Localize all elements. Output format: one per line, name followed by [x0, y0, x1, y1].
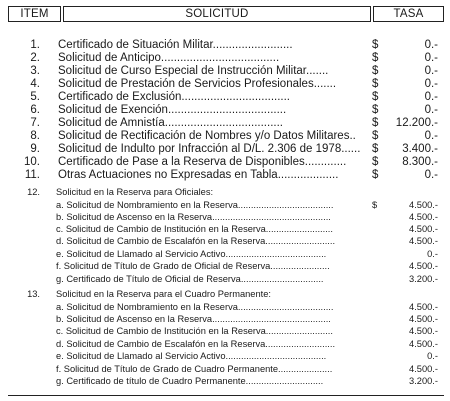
sub-fee-row	[0, 212, 450, 223]
section-number: 13.	[27, 289, 40, 299]
item-label: Certificado de Situación Militar.........................	[58, 39, 293, 51]
sub-item-amount: 4.500.-	[409, 212, 438, 222]
fee-row	[0, 169, 450, 182]
sub-fee-row	[0, 224, 450, 235]
item-number: 3.	[30, 65, 40, 77]
item-label: Otras Actuaciones no Expresadas en Tabla...................	[58, 169, 339, 181]
fee-row	[0, 130, 450, 143]
item-label: Certificado de Exclusión..................................	[58, 91, 290, 103]
sub-fee-row	[0, 302, 450, 313]
header-solicitud: SOLICITUD	[63, 6, 371, 22]
sub-item-label: e. Solicitud de Llamado al Servicio Activo.......................................	[56, 351, 327, 361]
sub-item-label: g. Certificado de Título de Oficial de Reserva................................	[56, 274, 324, 284]
fee-row	[0, 156, 450, 169]
item-amount: 0.-	[424, 91, 438, 103]
sub-item-label: b. Solicitud de Ascenso en la Reserva..............................................	[56, 212, 331, 222]
fee-row	[0, 52, 450, 65]
sub-fee-row	[0, 314, 450, 325]
item-number: 9.	[30, 143, 40, 155]
sub-item-amount: 4.500.-	[409, 314, 438, 324]
fee-row	[0, 78, 450, 91]
header-tasa: TASA	[373, 6, 444, 22]
item-number: 5.	[30, 91, 40, 103]
item-amount: 0.-	[424, 104, 438, 116]
sub-item-label: d. Solicitud de Cambio de Escalafón en la Reserva...........................	[56, 236, 336, 246]
currency-symbol: $	[372, 91, 379, 103]
sub-fee-row	[0, 274, 450, 285]
section-title: Solicitud en la Reserva para Oficiales:	[56, 187, 214, 197]
sub-item-label: f. Solicitud de Título de Grado de Oficial de Reserva.......................	[56, 261, 330, 271]
currency-symbol: $	[372, 104, 379, 116]
sub-item-label: c. Solicitud de Cambio de Institución en la Reserva..........................	[56, 224, 333, 234]
sub-item-amount: 4.500.-	[409, 339, 438, 349]
sub-item-label: a. Solicitud de Nombramiento en la Reserva.....................................	[56, 302, 334, 312]
sub-item-label: a. Solicitud de Nombramiento en la Reserva.....................................	[56, 200, 334, 210]
item-label: Solicitud de Exención.....................................	[58, 104, 287, 116]
item-label: Solicitud de Curso Especial de Instrucción Militar.......	[58, 65, 329, 77]
currency-symbol: $	[372, 169, 379, 181]
fee-row	[0, 91, 450, 104]
item-number: 10.	[24, 156, 40, 168]
fee-row	[0, 65, 450, 78]
sub-item-amount: 0.-	[427, 249, 438, 259]
item-label: Solicitud de Prestación de Servicios Profesionales.......	[58, 78, 337, 90]
currency-symbol: $	[372, 39, 379, 51]
section-13-heading	[0, 289, 450, 300]
item-number: 6.	[30, 104, 40, 116]
currency-symbol: $	[372, 117, 379, 129]
fee-row	[0, 143, 450, 156]
sub-item-amount: 4.500.-	[409, 236, 438, 246]
item-label: Solicitud de Rectificación de Nombres y/o Datos Militares..	[58, 130, 356, 142]
item-amount: 3.400.-	[402, 143, 438, 155]
sub-item-amount: 4.500.-	[409, 200, 438, 210]
sub-fee-row	[0, 249, 450, 260]
currency-symbol: $	[372, 156, 379, 168]
item-amount: 0.-	[424, 39, 438, 51]
sub-item-label: b. Solicitud de Ascenso en la Reserva..............................................	[56, 314, 331, 324]
sub-item-label: d. Solicitud de Cambio de Escalafón en la Reserva...........................	[56, 339, 336, 349]
item-label: Certificado de Pase a la Reserva de Disponibles.............	[58, 156, 347, 168]
sub-item-amount: 4.500.-	[409, 326, 438, 336]
sub-fee-row	[0, 339, 450, 350]
sub-item-label: g. Certificado de título de Cuadro Permanente..............................	[56, 376, 324, 386]
currency-symbol: $	[372, 65, 379, 77]
table-header	[8, 6, 444, 22]
header-item: ITEM	[8, 6, 61, 22]
currency-symbol: $	[372, 78, 379, 90]
section-number: 12.	[27, 187, 40, 197]
sub-item-amount: 3.200.-	[409, 274, 438, 284]
bottom-divider	[8, 395, 444, 396]
item-number: 8.	[30, 130, 40, 142]
item-number: 2.	[30, 52, 40, 64]
item-amount: 0.-	[424, 169, 438, 181]
item-amount: 0.-	[424, 52, 438, 64]
section-title: Solicitud en la Reserva para el Cuadro Permanente:	[56, 289, 271, 299]
sub-fee-row	[0, 326, 450, 337]
currency-symbol: $	[372, 52, 379, 64]
sub-item-amount: 0.-	[427, 351, 438, 361]
item-label: Solicitud de Anticipo.....................................	[58, 52, 280, 64]
item-label: Solicitud de Indulto por Infracción al D/L. 2.306 de 1978......	[58, 143, 361, 155]
item-amount: 8.300.-	[402, 156, 438, 168]
item-label: Solicitud de Amnistía.....................................	[58, 117, 283, 129]
sub-fee-row	[0, 261, 450, 272]
sub-fee-row	[0, 351, 450, 362]
item-amount: 0.-	[424, 65, 438, 77]
sub-item-amount: 3.200.-	[409, 376, 438, 386]
currency-symbol: $	[372, 130, 379, 142]
sub-fee-row	[0, 200, 450, 211]
fee-row	[0, 39, 450, 52]
sub-item-label: c. Solicitud de Cambio de Institución en la Reserva..........................	[56, 326, 333, 336]
fee-row	[0, 117, 450, 130]
sub-item-amount: 4.500.-	[409, 364, 438, 374]
sub-item-label: f. Solicitud de Título de Grado de Cuadro Permanente.....................	[56, 364, 333, 374]
currency-symbol: $	[372, 200, 378, 210]
item-number: 4.	[30, 78, 40, 90]
sub-item-amount: 4.500.-	[409, 261, 438, 271]
item-amount: 12.200.-	[395, 117, 438, 129]
currency-symbol: $	[372, 143, 379, 155]
sub-fee-row	[0, 364, 450, 375]
item-number: 7.	[30, 117, 40, 129]
sub-item-label: e. Solicitud de Llamado al Servicio Activo.......................................	[56, 249, 327, 259]
sub-fee-row	[0, 376, 450, 387]
sub-item-amount: 4.500.-	[409, 224, 438, 234]
sub-item-amount: 4.500.-	[409, 302, 438, 312]
sub-fee-row	[0, 236, 450, 247]
item-amount: 0.-	[424, 78, 438, 90]
section-12-heading	[0, 187, 450, 198]
item-number: 1.	[30, 39, 40, 51]
fee-row	[0, 104, 450, 117]
item-number: 11.	[24, 169, 40, 181]
item-amount: 0.-	[424, 130, 438, 142]
